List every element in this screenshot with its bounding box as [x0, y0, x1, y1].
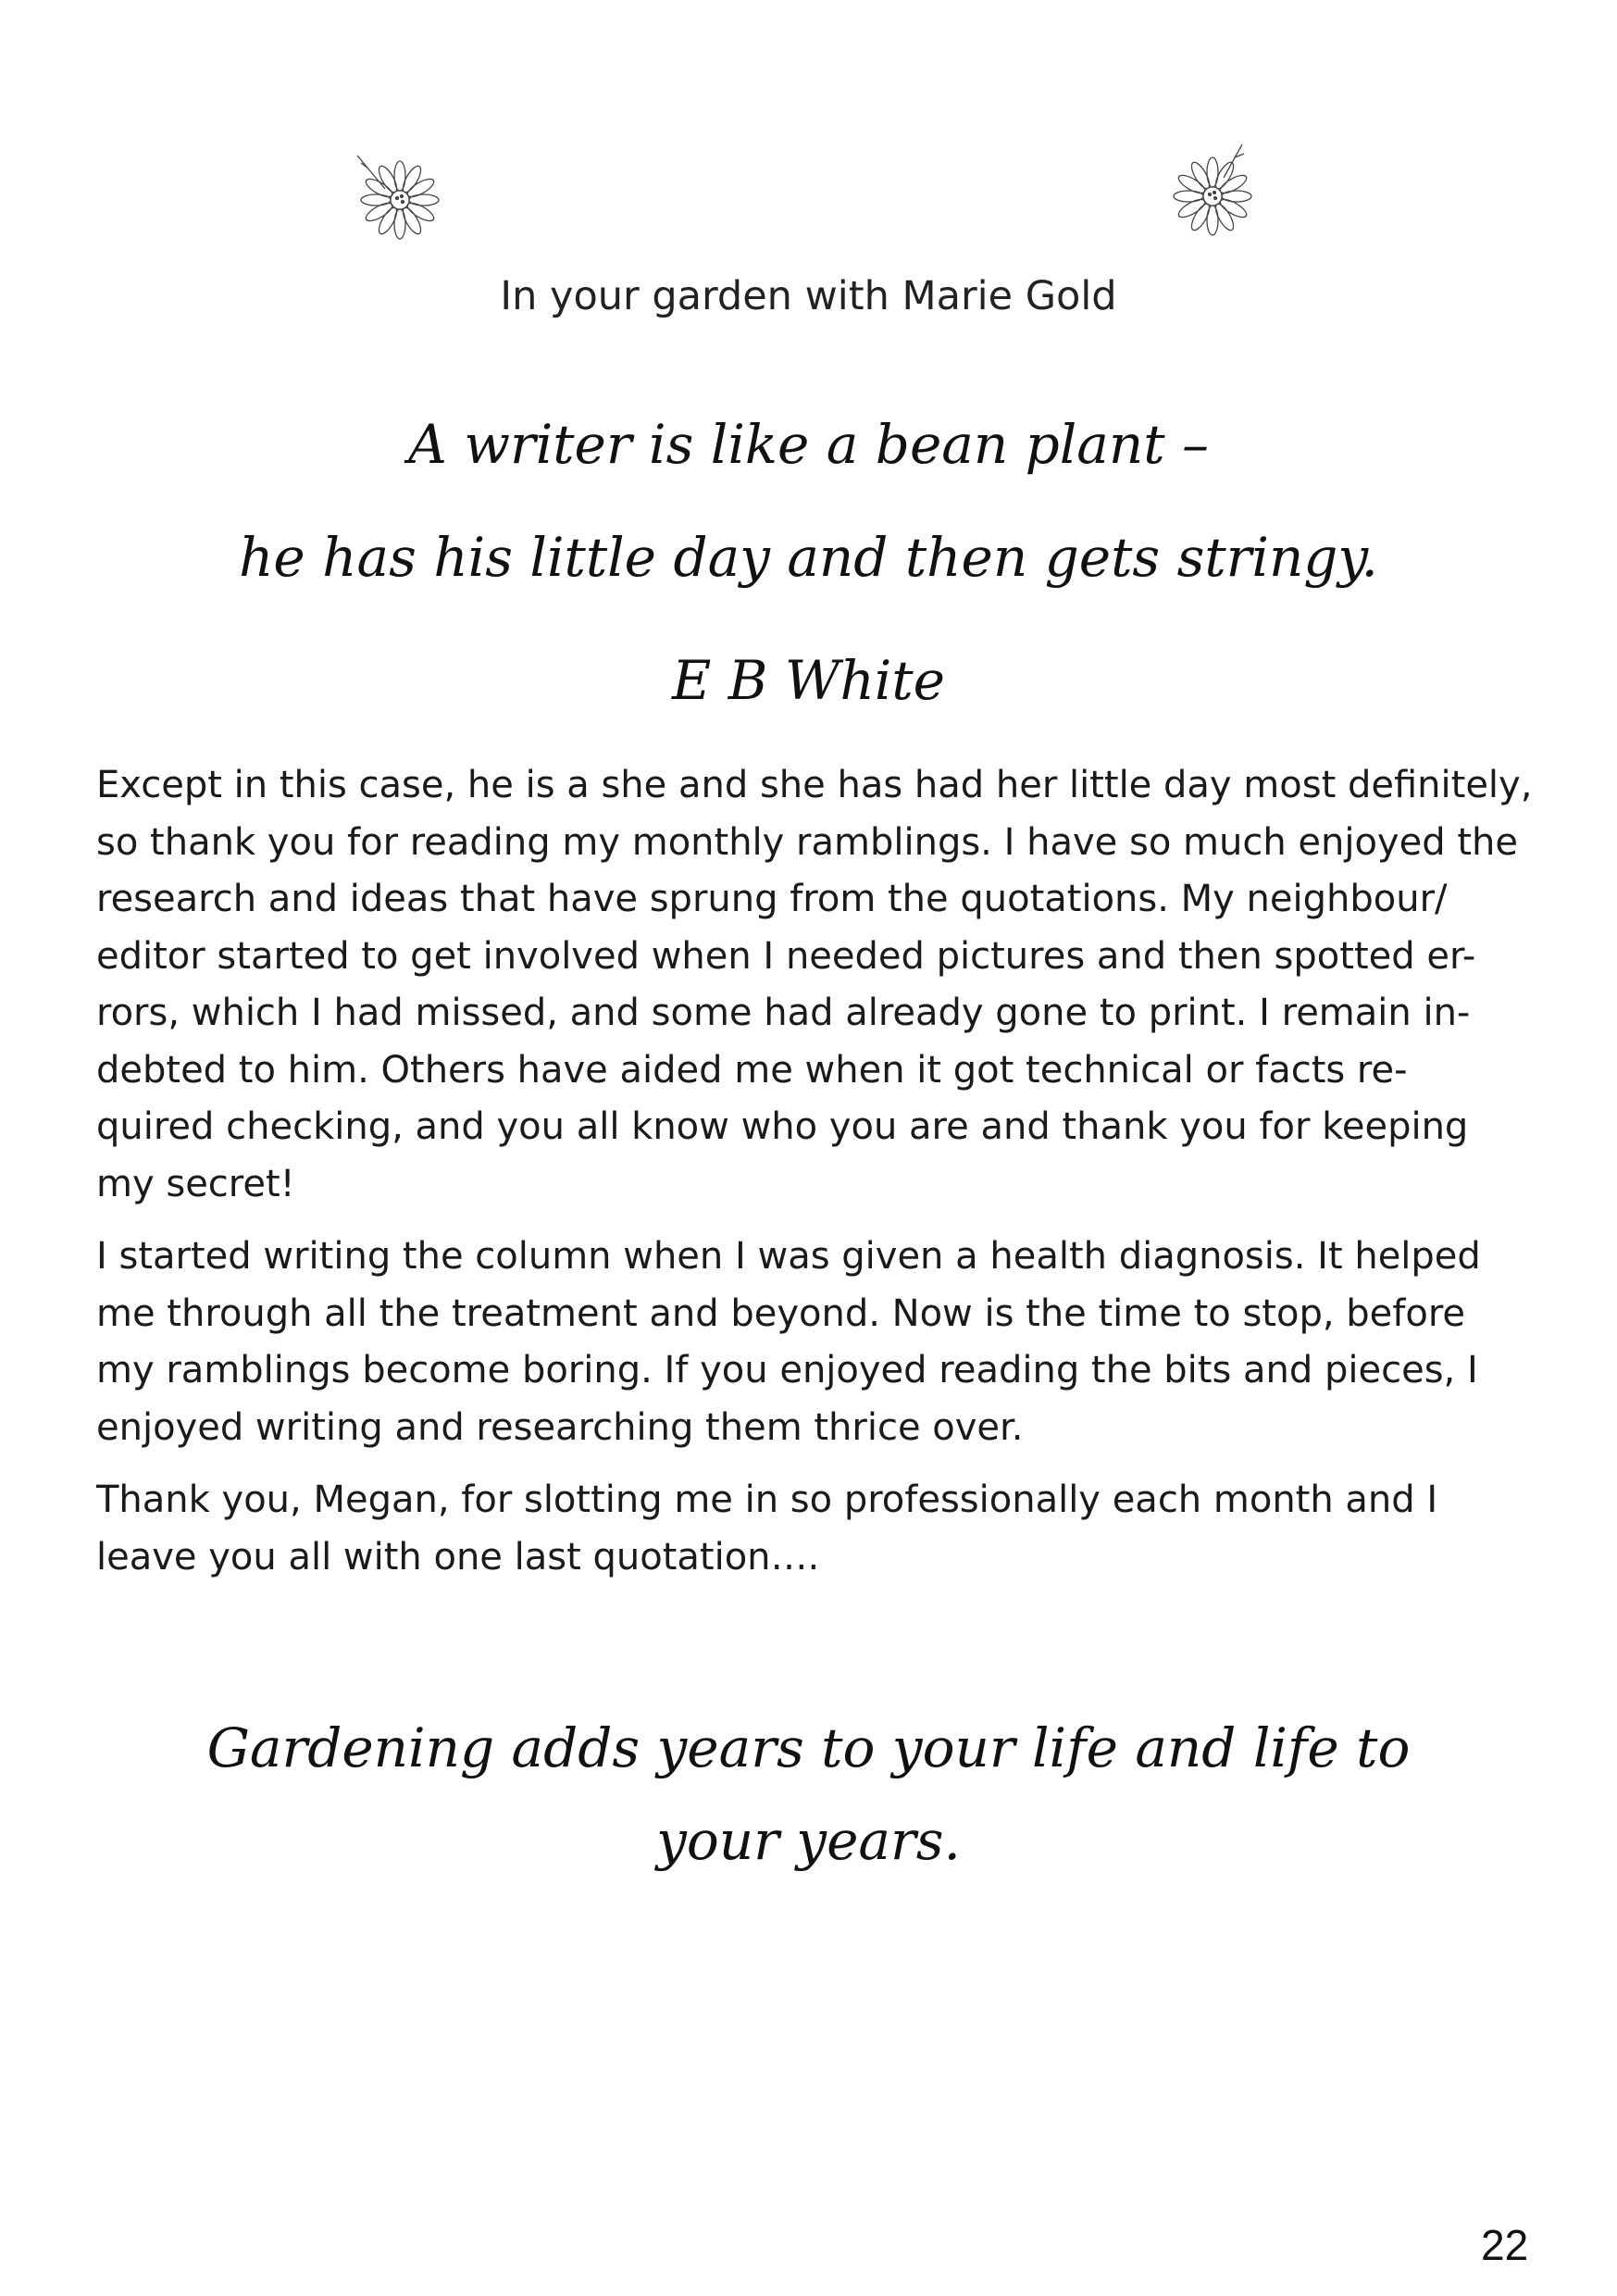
paragraph-line: editor started to get involved when I needed pictures and then spotted er-	[96, 934, 1476, 978]
paragraph-line: enjoyed writing and researching them thrice over.	[96, 1405, 1024, 1449]
page-number: 22	[1481, 2221, 1529, 2269]
paragraph-line: so thank you for reading my monthly ramblings. I have so much enjoyed the	[96, 820, 1518, 864]
paragraph-line: research and ideas that have sprung from the quotations. My neighbour/	[96, 878, 1448, 920]
paragraph-line: Thank you, Megan, for slotting me in so professionally each month and I	[96, 1479, 1438, 1521]
closing-quote-line-2: your years.	[656, 1809, 961, 1872]
quote-author: E B White	[672, 649, 945, 712]
daisy-flower-icon	[341, 144, 452, 256]
opening-quote-line-1: A writer is like a bean plant –	[408, 413, 1209, 476]
paragraph-line: rors, which I had missed, and some had already gone to print. I remain in-	[96, 992, 1471, 1034]
paragraph-line: my secret!	[96, 1162, 295, 1205]
article-body	[96, 757, 1540, 1602]
column-title: In your garden with Marie Gold	[500, 273, 1117, 319]
paragraph-line: quired checking, and you all know who you are and thank you for keeping	[96, 1105, 1469, 1148]
paragraph-3	[96, 1472, 1540, 1586]
daisy-flower-icon	[1159, 135, 1270, 246]
paragraph-2	[96, 1229, 1540, 1456]
paragraph-line: I started writing the column when I was given a health diagnosis. It helped	[96, 1235, 1481, 1278]
opening-quote-line-2: he has his little day and then gets stringy.	[239, 526, 1378, 589]
paragraph-line: me through all the treatment and beyond. Now is the time to stop, before	[96, 1292, 1466, 1335]
paragraph-1	[96, 757, 1540, 1213]
paragraph-line: debted to him. Others have aided me when it got technical or facts re-	[96, 1048, 1408, 1092]
paragraph-line: Except in this case, he is a she and she has had her little day most definitely,	[96, 764, 1533, 806]
paragraph-line: my ramblings become boring. If you enjoyed reading the bits and pieces, I	[96, 1349, 1478, 1391]
closing-quote	[37, 1702, 1580, 1887]
closing-quote-line-1: Gardening adds years to your life and life to	[206, 1716, 1411, 1779]
paragraph-line: leave you all with one last quotation….	[96, 1535, 820, 1578]
